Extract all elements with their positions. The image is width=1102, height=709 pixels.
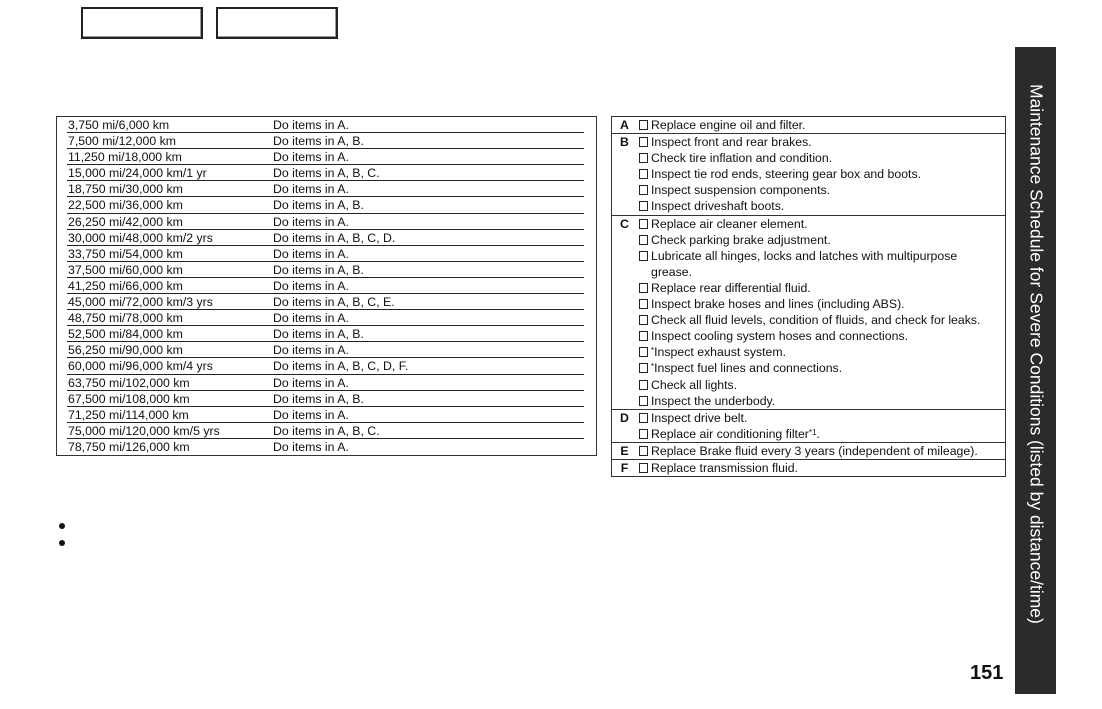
- legend-group-b: [612, 134, 1005, 215]
- legend-group-e: [612, 443, 1005, 460]
- legend-letter: F: [620, 460, 629, 475]
- checkbox[interactable]: [639, 201, 648, 211]
- interval-cell: 11,250 mi/18,000 km: [68, 150, 182, 165]
- table-row: [57, 165, 596, 181]
- item-text: Replace Brake fluid every 3 years (independent of mileage).: [651, 443, 978, 458]
- items-cell: Do items in A, B, C.: [273, 423, 380, 438]
- previous-page-button[interactable]: [81, 7, 203, 39]
- items-cell: Do items in A.: [273, 118, 349, 132]
- list-item: [637, 150, 1005, 166]
- item-text: Replace transmission fluid.: [651, 460, 798, 475]
- checkbox[interactable]: [639, 446, 648, 456]
- list-item: [637, 410, 1005, 426]
- items-cell: Do items in A, B.: [273, 391, 364, 406]
- item-text: Inspect cooling system hoses and connections.: [651, 329, 909, 344]
- legend-letter: B: [620, 135, 629, 150]
- checkbox[interactable]: [639, 413, 648, 423]
- items-cell: Do items in A.: [273, 375, 349, 390]
- table-row: [57, 375, 596, 391]
- interval-cell: 22,500 mi/36,000 km: [68, 198, 183, 213]
- item-text: Inspect the underbody.: [651, 393, 776, 408]
- checkbox[interactable]: [639, 299, 648, 309]
- list-item: [637, 182, 1005, 198]
- list-item: [637, 232, 1005, 248]
- interval-cell: 37,500 mi/60,000 km: [68, 262, 183, 277]
- table-row: [57, 133, 596, 149]
- interval-cell: 18,750 mi/30,000 km: [68, 182, 183, 197]
- schedule-table: [56, 116, 597, 456]
- item-text: Check parking brake adjustment.: [651, 232, 831, 247]
- items-cell: Do items in A, B.: [273, 262, 364, 277]
- footnote-mark: *: [651, 362, 655, 372]
- checkbox[interactable]: [639, 185, 648, 195]
- legend-letter: E: [620, 443, 629, 458]
- bullet-point: [59, 540, 65, 546]
- legend-group-c: [612, 216, 1005, 410]
- table-row: [57, 117, 596, 133]
- list-item: [637, 198, 1005, 214]
- items-cell: Do items in A.: [273, 150, 349, 165]
- interval-cell: 56,250 mi/90,000 km: [68, 343, 183, 358]
- item-text: Inspect tie rod ends, steering gear box and boots.: [651, 167, 922, 182]
- interval-cell: 15,000 mi/24,000 km/1 yr: [68, 166, 207, 181]
- interval-cell: 45,000 mi/72,000 km/3 yrs: [68, 295, 213, 310]
- interval-cell: 67,500 mi/108,000 km: [68, 391, 190, 406]
- list-item: [637, 443, 1005, 459]
- table-row: [57, 149, 596, 165]
- checkbox[interactable]: [639, 251, 648, 261]
- table-row: [57, 214, 596, 230]
- interval-cell: 60,000 mi/96,000 km/4 yrs: [68, 359, 213, 374]
- checkbox[interactable]: [639, 169, 648, 179]
- list-item: [637, 216, 1005, 232]
- items-cell: Do items in A, B.: [273, 198, 364, 213]
- table-row: [57, 197, 596, 213]
- section-side-tab[interactable]: [1015, 47, 1056, 694]
- next-page-button[interactable]: [216, 7, 338, 39]
- list-item: [637, 117, 1005, 133]
- list-item: [637, 248, 1005, 280]
- table-row: [57, 391, 596, 407]
- item-text: Replace rear differential fluid.: [651, 280, 811, 295]
- list-item: Replace air conditioning filter$^{*1}$.: [637, 426, 1005, 442]
- item-text: Inspect suspension components.: [651, 183, 831, 198]
- items-cell: Do items in A, B, C.: [273, 166, 380, 181]
- list-item: [637, 166, 1005, 182]
- legend-group-d: [612, 410, 1005, 443]
- checkbox[interactable]: [639, 120, 648, 130]
- interval-cell: 41,250 mi/66,000 km: [68, 278, 183, 293]
- items-cell: Do items in A, B.: [273, 327, 364, 342]
- legend-letter: C: [620, 216, 629, 231]
- list-item: [637, 344, 1005, 360]
- item-text: Inspect driveshaft boots.: [651, 199, 785, 214]
- table-row: [57, 439, 596, 455]
- table-row: [57, 262, 596, 278]
- items-cell: Do items in A.: [273, 214, 349, 229]
- interval-cell: 33,750 mi/54,000 km: [68, 246, 183, 261]
- item-text: Replace air conditioning filter: [651, 426, 809, 441]
- list-item: [637, 328, 1005, 344]
- checkbox[interactable]: [639, 315, 648, 325]
- checkbox[interactable]: [639, 347, 648, 357]
- checkbox[interactable]: [639, 153, 648, 163]
- item-text: Inspect exhaust system.: [654, 345, 787, 360]
- item-text: Inspect brake hoses and lines (including ABS).: [651, 297, 905, 312]
- interval-cell: 71,250 mi/114,000 km: [68, 407, 189, 422]
- items-cell: Do items in A, B, C, D, F.: [273, 359, 409, 374]
- side-tab-title: Maintenance Schedule for Severe Conditions (listed by distance/time): [1026, 84, 1046, 624]
- interval-cell: 63,750 mi/102,000 km: [68, 375, 190, 390]
- table-row: [57, 310, 596, 326]
- list-item: [637, 296, 1005, 312]
- checkbox[interactable]: [639, 137, 648, 147]
- table-row: [57, 326, 596, 342]
- table-row: [57, 407, 596, 423]
- checkbox[interactable]: [639, 283, 648, 293]
- footnote-mark: *: [651, 346, 655, 356]
- table-row: [57, 342, 596, 358]
- item-text: Check all fluid levels, condition of fluids, and check for leaks.: [651, 313, 981, 328]
- list-item: [637, 312, 1005, 328]
- interval-cell: 30,000 mi/48,000 km/2 yrs: [68, 230, 213, 245]
- item-text: Lubricate all hinges, locks and latches with multipurpose grease.: [651, 248, 958, 279]
- checkbox[interactable]: [639, 396, 648, 406]
- table-row: [57, 230, 596, 246]
- items-cell: Do items in A.: [273, 311, 349, 326]
- checkbox[interactable]: [639, 429, 648, 439]
- list-item: [637, 134, 1005, 150]
- list-item: [637, 377, 1005, 393]
- legend-group-f: [612, 460, 1005, 476]
- item-text: Inspect drive belt.: [651, 410, 748, 425]
- items-cell: Do items in A, B, C, D.: [273, 230, 396, 245]
- items-cell: Do items in A.: [273, 407, 349, 422]
- table-row: [57, 278, 596, 294]
- table-row: [57, 358, 596, 374]
- item-text: Replace air cleaner element.: [651, 216, 808, 231]
- table-row: [57, 181, 596, 197]
- item-text: Check all lights.: [651, 377, 738, 392]
- table-row: [57, 246, 596, 262]
- checkbox[interactable]: [639, 463, 648, 473]
- legend-letter: D: [620, 410, 629, 425]
- interval-cell: 78,750 mi/126,000 km: [68, 439, 190, 454]
- footnote-mark: *1: [808, 427, 817, 437]
- items-cell: Do items in A.: [273, 439, 349, 454]
- items-cell: Do items in A.: [273, 278, 349, 293]
- interval-cell: 7,500 mi/12,000 km: [68, 134, 177, 149]
- checkbox[interactable]: [639, 331, 648, 341]
- table-row: [57, 294, 596, 310]
- checkbox[interactable]: [639, 219, 648, 229]
- interval-cell: 75,000 mi/120,000 km/5 yrs: [68, 423, 220, 438]
- interval-cell: 3,750 mi/6,000 km: [68, 118, 170, 132]
- page-number: 151: [970, 662, 1004, 684]
- items-cell: Do items in A.: [273, 182, 349, 197]
- checkbox[interactable]: [639, 235, 648, 245]
- items-cell: Do items in A.: [273, 246, 349, 261]
- item-text: Inspect front and rear brakes.: [651, 135, 812, 150]
- interval-cell: 52,500 mi/84,000 km: [68, 327, 183, 342]
- checkbox[interactable]: [639, 380, 648, 390]
- item-text: Check tire inflation and condition.: [651, 151, 833, 166]
- legend-group-a: [612, 117, 1005, 134]
- items-cell: Do items in A.: [273, 343, 349, 358]
- item-text: Inspect fuel lines and connections.: [654, 361, 843, 376]
- table-row: [57, 423, 596, 439]
- list-item: [637, 360, 1005, 376]
- legend-table: [611, 116, 1006, 477]
- list-item: [637, 393, 1005, 409]
- list-item: [637, 460, 1005, 476]
- checkbox[interactable]: [639, 363, 648, 373]
- bullet-point: [59, 523, 65, 529]
- list-item: [637, 280, 1005, 296]
- legend-letter: A: [620, 118, 629, 132]
- items-cell: Do items in A, B, C, E.: [273, 295, 395, 310]
- interval-cell: 48,750 mi/78,000 km: [68, 311, 183, 326]
- interval-cell: 26,250 mi/42,000 km: [68, 214, 183, 229]
- item-text: Replace engine oil and filter.: [651, 118, 806, 132]
- items-cell: Do items in A, B.: [273, 134, 364, 149]
